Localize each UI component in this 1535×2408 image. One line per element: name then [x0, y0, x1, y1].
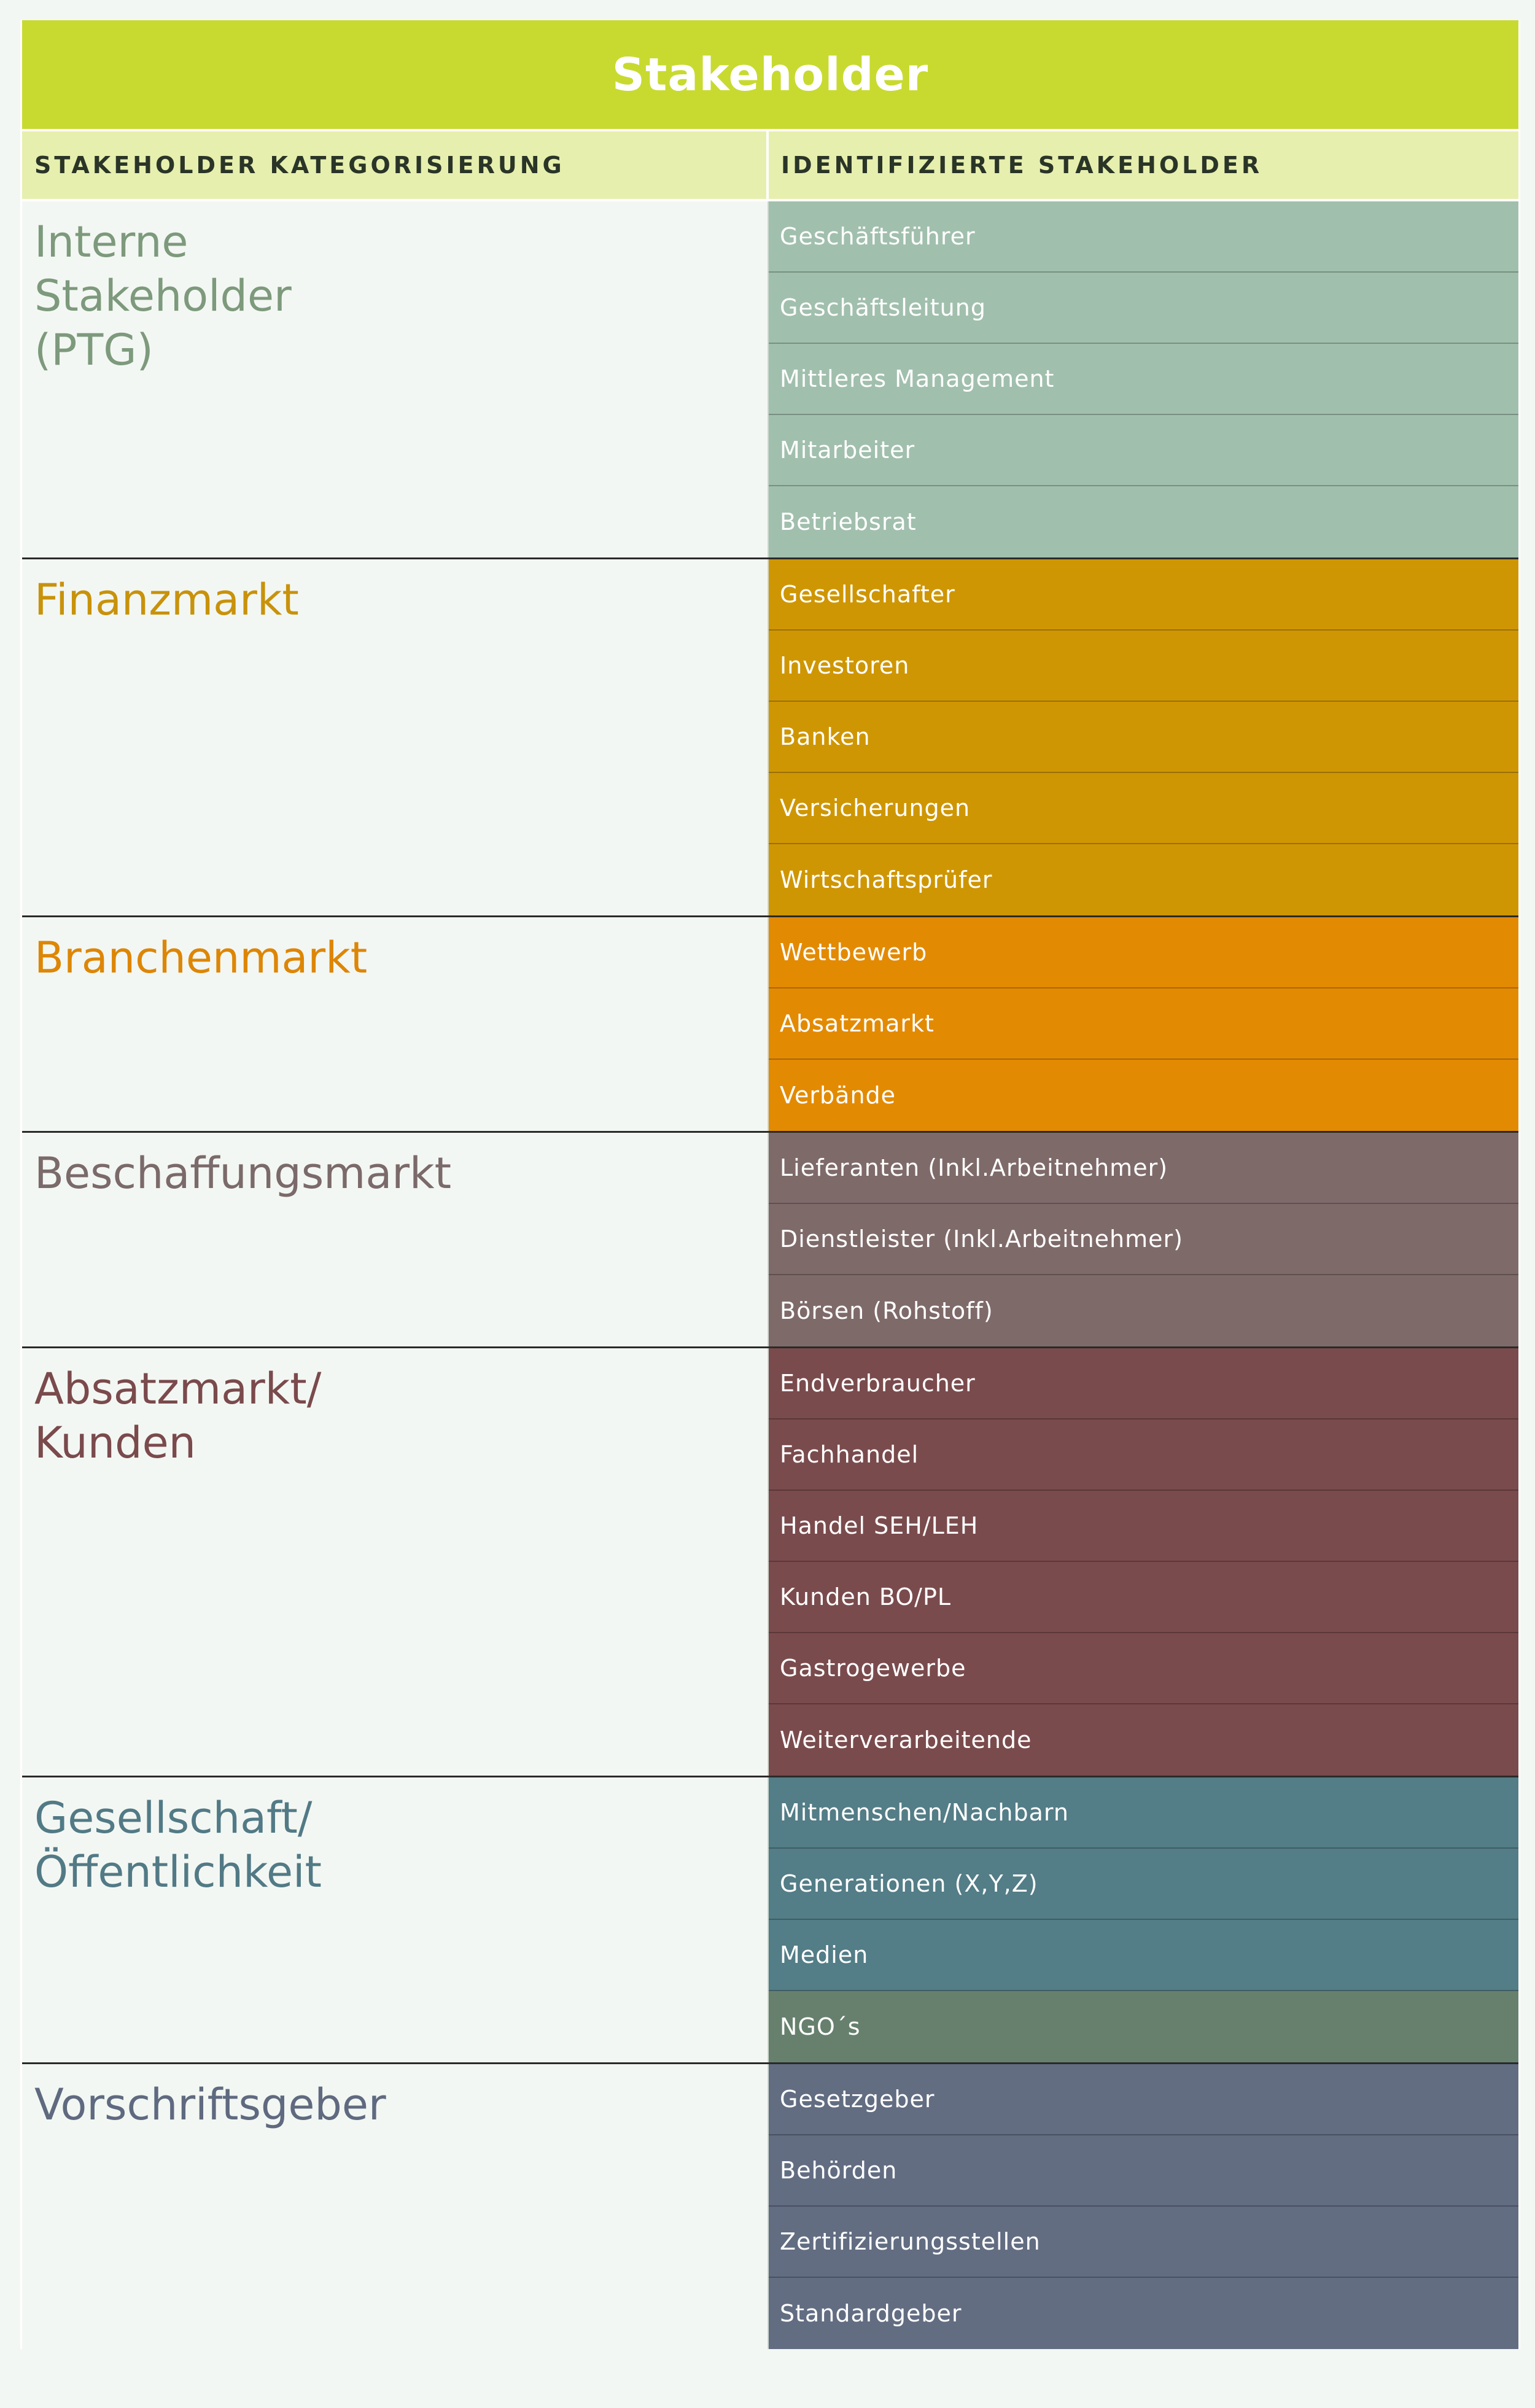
stakeholder-group-row: [22, 201, 1518, 559]
stakeholder-item: Mitarbeiter: [769, 415, 1518, 486]
stakeholder-table: [20, 20, 1520, 2349]
identified-stakeholders-list: [769, 1133, 1518, 1346]
category-cell: [22, 2064, 769, 2349]
category-cell: [22, 559, 769, 915]
stakeholder-item: Mitmenschen/Nachbarn: [769, 1777, 1518, 1849]
stakeholder-group-row: [22, 1133, 1518, 1348]
stakeholder-item: Wirtschaftsprüfer: [769, 844, 1518, 915]
stakeholder-item: Fachhandel: [769, 1420, 1518, 1491]
stakeholder-item: Geschäftsleitung: [769, 273, 1518, 344]
stakeholder-item: Gastrogewerbe: [769, 1633, 1518, 1704]
identified-stakeholders-list: [769, 917, 1518, 1131]
stakeholder-item: Zertifizierungsstellen: [769, 2207, 1518, 2278]
header-identified: IDENTIFIZIERTE STAKEHOLDER: [781, 152, 1263, 179]
stakeholder-group-row: [22, 559, 1518, 917]
stakeholder-item: Gesetzgeber: [769, 2064, 1518, 2135]
stakeholder-item: Behörden: [769, 2135, 1518, 2207]
stakeholder-item: Lieferanten (Inkl.Arbeitnehmer): [769, 1133, 1518, 1204]
identified-stakeholders-list: [769, 201, 1518, 557]
stakeholder-item: Börsen (Rohstoff): [769, 1275, 1518, 1346]
stakeholder-item: Standardgeber: [769, 2278, 1518, 2349]
stakeholder-item: Mittleres Management: [769, 344, 1518, 415]
stakeholder-group-row: [22, 2064, 1518, 2349]
category-label: Beschaffungsmarkt: [34, 1148, 452, 1198]
category-cell: [22, 917, 769, 1131]
stakeholder-item: Investoren: [769, 631, 1518, 702]
table-title: Stakeholder: [22, 20, 1518, 129]
identified-stakeholders-list: [769, 1777, 1518, 2062]
identified-stakeholders-list: [769, 559, 1518, 915]
category-cell: [22, 1777, 769, 2062]
category-label: Finanzmarkt: [34, 575, 299, 625]
stakeholder-group-row: [22, 917, 1518, 1133]
identified-stakeholders-list: [769, 1348, 1518, 1776]
stakeholder-item: Handel SEH/LEH: [769, 1491, 1518, 1562]
category-label: Vorschriftsgeber: [34, 2080, 386, 2130]
stakeholder-item: Banken: [769, 702, 1518, 773]
stakeholder-item: Dienstleister (Inkl.Arbeitnehmer): [769, 1204, 1518, 1275]
stakeholder-item: Wettbewerb: [769, 917, 1518, 988]
stakeholder-item: Betriebsrat: [769, 486, 1518, 557]
stakeholder-item: Gesellschafter: [769, 559, 1518, 631]
identified-stakeholders-list: [769, 2064, 1518, 2349]
header-categorization: STAKEHOLDER KATEGORISIERUNG: [22, 131, 769, 199]
stakeholder-item: Kunden BO/PL: [769, 1562, 1518, 1633]
stakeholder-item: NGO´s: [769, 1991, 1518, 2062]
category-label: Absatzmarkt/ Kunden: [34, 1364, 322, 1468]
stakeholder-group-row: [22, 1777, 1518, 2064]
stakeholder-group-row: [22, 1348, 1518, 1777]
stakeholder-item: Absatzmarkt: [769, 988, 1518, 1060]
stakeholder-item: Medien: [769, 1920, 1518, 1991]
stakeholder-item: Generationen (X,Y,Z): [769, 1849, 1518, 1920]
stakeholder-item: Verbände: [769, 1060, 1518, 1131]
category-cell: [22, 1133, 769, 1346]
stakeholder-groups: [22, 199, 1518, 2349]
stakeholder-item: Geschäftsführer: [769, 201, 1518, 273]
category-cell: [22, 1348, 769, 1776]
category-label: Branchenmarkt: [34, 933, 368, 983]
stakeholder-item: Versicherungen: [769, 773, 1518, 844]
table-header: [22, 129, 1518, 199]
stakeholder-item: Endverbraucher: [769, 1348, 1518, 1420]
stakeholder-item: Weiterverarbeitende: [769, 1704, 1518, 1776]
category-cell: [22, 201, 769, 557]
category-label: Gesellschaft/ Öffentlichkeit: [34, 1793, 322, 1897]
category-label: Interne Stakeholder (PTG): [34, 217, 292, 375]
